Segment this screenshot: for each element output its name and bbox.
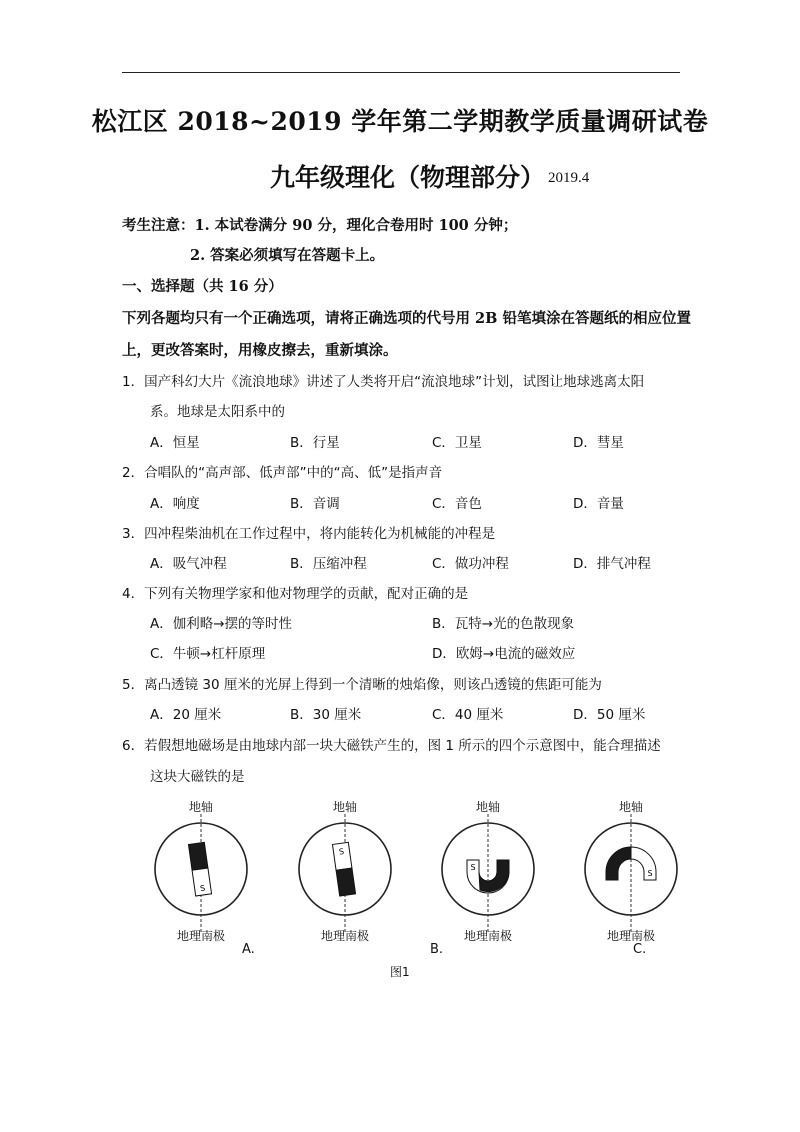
q3-stem: 3．四冲程柴油机在工作过程中，将内能转化为机械能的冲程是: [122, 526, 496, 542]
q6-stem-cont: 这块大磁铁的是: [150, 769, 245, 785]
q4-stem: 4．下列有关物理学家和他对物理学的贡献，配对正确的是: [122, 586, 469, 602]
s-pole-mark: S: [470, 863, 476, 872]
q3-option-c: C．做功冲程: [432, 556, 509, 572]
south-pole-label: 地理南极: [606, 929, 655, 943]
s-pole-mark: S: [647, 869, 653, 878]
south-pole-label: 地理南极: [463, 929, 512, 943]
q3-option-d: D．排气冲程: [573, 556, 651, 572]
q5-option-a: A．20 厘米: [150, 707, 222, 723]
q4-option-d: D．欧姆→电流的磁效应: [432, 646, 576, 662]
earth-axis-label: 地轴: [475, 800, 500, 814]
exam-date: 2019.4: [548, 170, 590, 186]
exam-subtitle: 九年级理化（物理部分）: [270, 163, 546, 192]
q2-stem: 2．合唱队的“高声部、低声部”中的“高、低”是指声音: [122, 465, 443, 481]
earth-axis-label: 地轴: [332, 800, 357, 814]
diagram-b: [290, 790, 400, 950]
s-pole-mark: S: [338, 846, 345, 857]
q1-option-d: D．彗星: [573, 435, 624, 451]
section-heading: 一、选择题（共 16 分）: [122, 278, 283, 295]
q5-option-b: B．30 厘米: [290, 707, 362, 723]
q2-option-a: A．响度: [150, 496, 200, 512]
q6-stem: 6．若假想地磁场是由地球内部一块大磁铁产生的，图 1 所示的四个示意图中，能合理描述: [122, 738, 661, 754]
figure-1: [140, 790, 680, 990]
q2-option-d: D．音量: [573, 496, 624, 512]
q4-option-c: C．牛顿→杠杆原理: [150, 646, 266, 662]
notice-line-1: 考生注意：1. 本试卷满分 90 分，理化合卷用时 100 分钟；: [122, 217, 518, 234]
earth-axis-label: 地轴: [188, 800, 213, 814]
earth-magnet-diagram-a: [146, 814, 256, 934]
section-instructions-1: 下列各题均只有一个正确选项，请将正确选项的代号用 2B 铅笔填涂在答题纸的相应位置: [122, 310, 691, 327]
figure-option-a: A.: [242, 942, 255, 957]
q4-option-a: A．伽利略→摆的等时性: [150, 616, 293, 632]
s-pole-mark: S: [199, 883, 206, 894]
south-pole-label: 地理南极: [320, 929, 369, 943]
earth-magnet-diagram-c: [433, 814, 543, 934]
q5-stem: 5．离凸透镜 30 厘米的光屏上得到一个清晰的烛焰像，则该凸透镜的焦距可能为: [122, 677, 602, 693]
q1-stem-cont: 系。地球是太阳系中的: [150, 404, 285, 420]
section-instructions-2: 上，更改答案时，用橡皮擦去，重新填涂。: [122, 342, 398, 359]
q1-option-c: C．卫星: [432, 435, 482, 451]
south-pole-label: 地理南极: [176, 929, 225, 943]
q2-option-c: C．音色: [432, 496, 482, 512]
q3-option-a: A．吸气冲程: [150, 556, 227, 572]
q5-option-c: C．40 厘米: [432, 707, 504, 723]
earth-magnet-diagram-b: [290, 814, 400, 934]
q5-option-d: D．50 厘米: [573, 707, 646, 723]
diagram-a: [146, 790, 256, 950]
figure-caption: 图1: [390, 965, 410, 979]
diagram-d: [576, 790, 686, 950]
q1-option-b: B．行星: [290, 435, 340, 451]
exam-title: 松江区 2018~2019 学年第二学期教学质量调研试卷: [91, 107, 709, 136]
diagram-c: [433, 790, 543, 950]
top-rule: [122, 72, 680, 73]
figure-option-c: C.: [633, 942, 647, 957]
q1-option-a: A．恒星: [150, 435, 200, 451]
earth-magnet-diagram-d: [576, 814, 686, 934]
q2-option-b: B．音调: [290, 496, 340, 512]
figure-option-b: B.: [430, 942, 444, 957]
notice-line-2: 2. 答案必须填写在答题卡上。: [190, 247, 385, 264]
q3-option-b: B．压缩冲程: [290, 556, 367, 572]
q1-stem: 1．国产科幻大片《流浪地球》讲述了人类将开启“流浪地球”计划，试图让地球逃离太阳: [122, 374, 645, 390]
earth-axis-label: 地轴: [618, 800, 643, 814]
q4-option-b: B．瓦特→光的色散现象: [432, 616, 575, 632]
